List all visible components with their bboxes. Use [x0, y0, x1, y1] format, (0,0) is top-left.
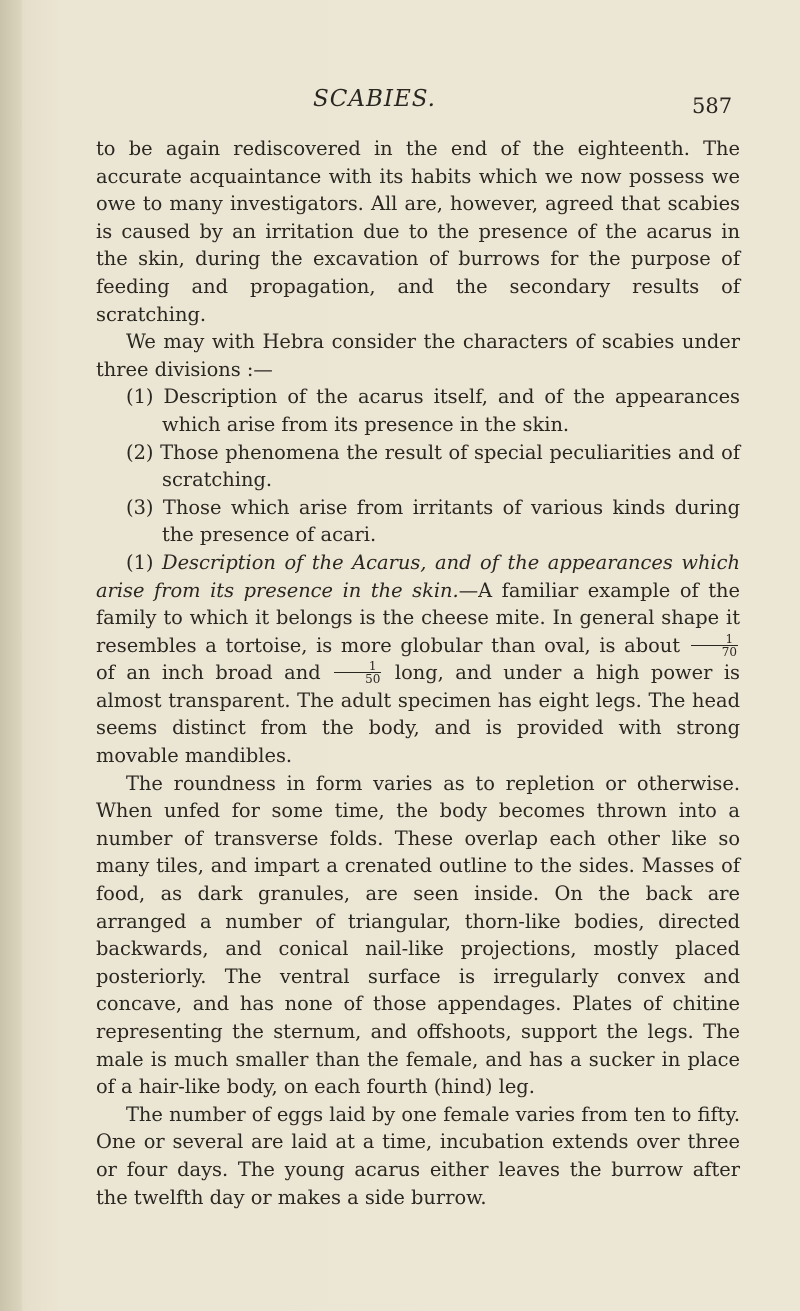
fraction-length-denominator: 50 — [365, 672, 381, 687]
paragraph-4: The roundness in form varies as to repletion or otherwise. When unfed for some time, the body becomes thrown into a number of transverse folds. These overlap each other like so many tiles, and impart a crenated outline to the sides. Masses of food, as dark granules, are seen inside. On the back are arranged a number of triangular, thorn-like bodies, directed backwards, and conical nail-like projections, mostly placed posteriorly. The ventral surface is irregularly convex and concave, and has none of those appendages. Plates of chitine representing the sternum, and offshoots, support the legs. The male is much smaller than the female, and has a sucker in place of a hair-like body, on each fourth (hind) leg. — [96, 771, 740, 1099]
division-item-1: (1) Description of the acarus itself, and of the appearances which arise from its presence in the skin. — [126, 385, 740, 436]
paragraph-3-part-c: long, and under a high power is almost transparent. The adult specimen has eight legs. The head seems distinct from the body, and is provided with strong movable mandibles. — [96, 661, 740, 768]
paragraph-5: The number of eggs laid by one female varies from ten to fifty. One or several are laid at a time, incubation extends over three or four days. The young acarus either leaves the burrow after the twelfth day or makes a side burrow. — [96, 1102, 740, 1209]
fraction-length-numerator: 1 — [334, 660, 381, 673]
paragraph-3-lead: (1) — [126, 550, 163, 574]
fraction-breadth-numerator: 1 — [691, 633, 738, 646]
section-heading: Description of the Acarus, and of the appearances which arise from its presence in the skin. — [96, 550, 740, 602]
fraction-length — [334, 660, 381, 685]
division-item-2: (2) Those phenomena the result of special peculiarities and of scratching. — [126, 440, 740, 492]
paragraph-3 — [96, 549, 740, 770]
page-number: 587 — [692, 94, 733, 118]
running-head: SCABIES. — [313, 86, 436, 112]
page-spine-shadow — [0, 0, 22, 1311]
division-item-3: (3) Those which arise from irritants of various kinds during the presence of acari. — [126, 495, 740, 547]
body-text — [96, 135, 740, 1211]
fraction-breadth-denominator: 70 — [721, 644, 737, 659]
paragraph-3-part-b: of an inch broad and — [96, 661, 333, 685]
paragraph-2: We may with Hebra consider the characters of scabies under three divisions :— — [96, 330, 740, 381]
paragraph-3-part-a: —A familiar example of the family to which it belongs is the cheese mite. In general shape it resembles a tortoise, is more globular than oval, is about — [96, 578, 740, 657]
fraction-breadth — [691, 633, 738, 658]
paragraph-1: to be again rediscovered in the end of the eighteenth. The accurate acquaintance with its habits which we now possess we owe to many investigators. All are, however, agreed that scabies is caused by an irritation due to the presence of the acarus in the skin, during the excavation of burrows for the purpose of feeding and propagation, and the secondary results of scratching. — [96, 137, 740, 326]
page-header — [0, 86, 800, 126]
